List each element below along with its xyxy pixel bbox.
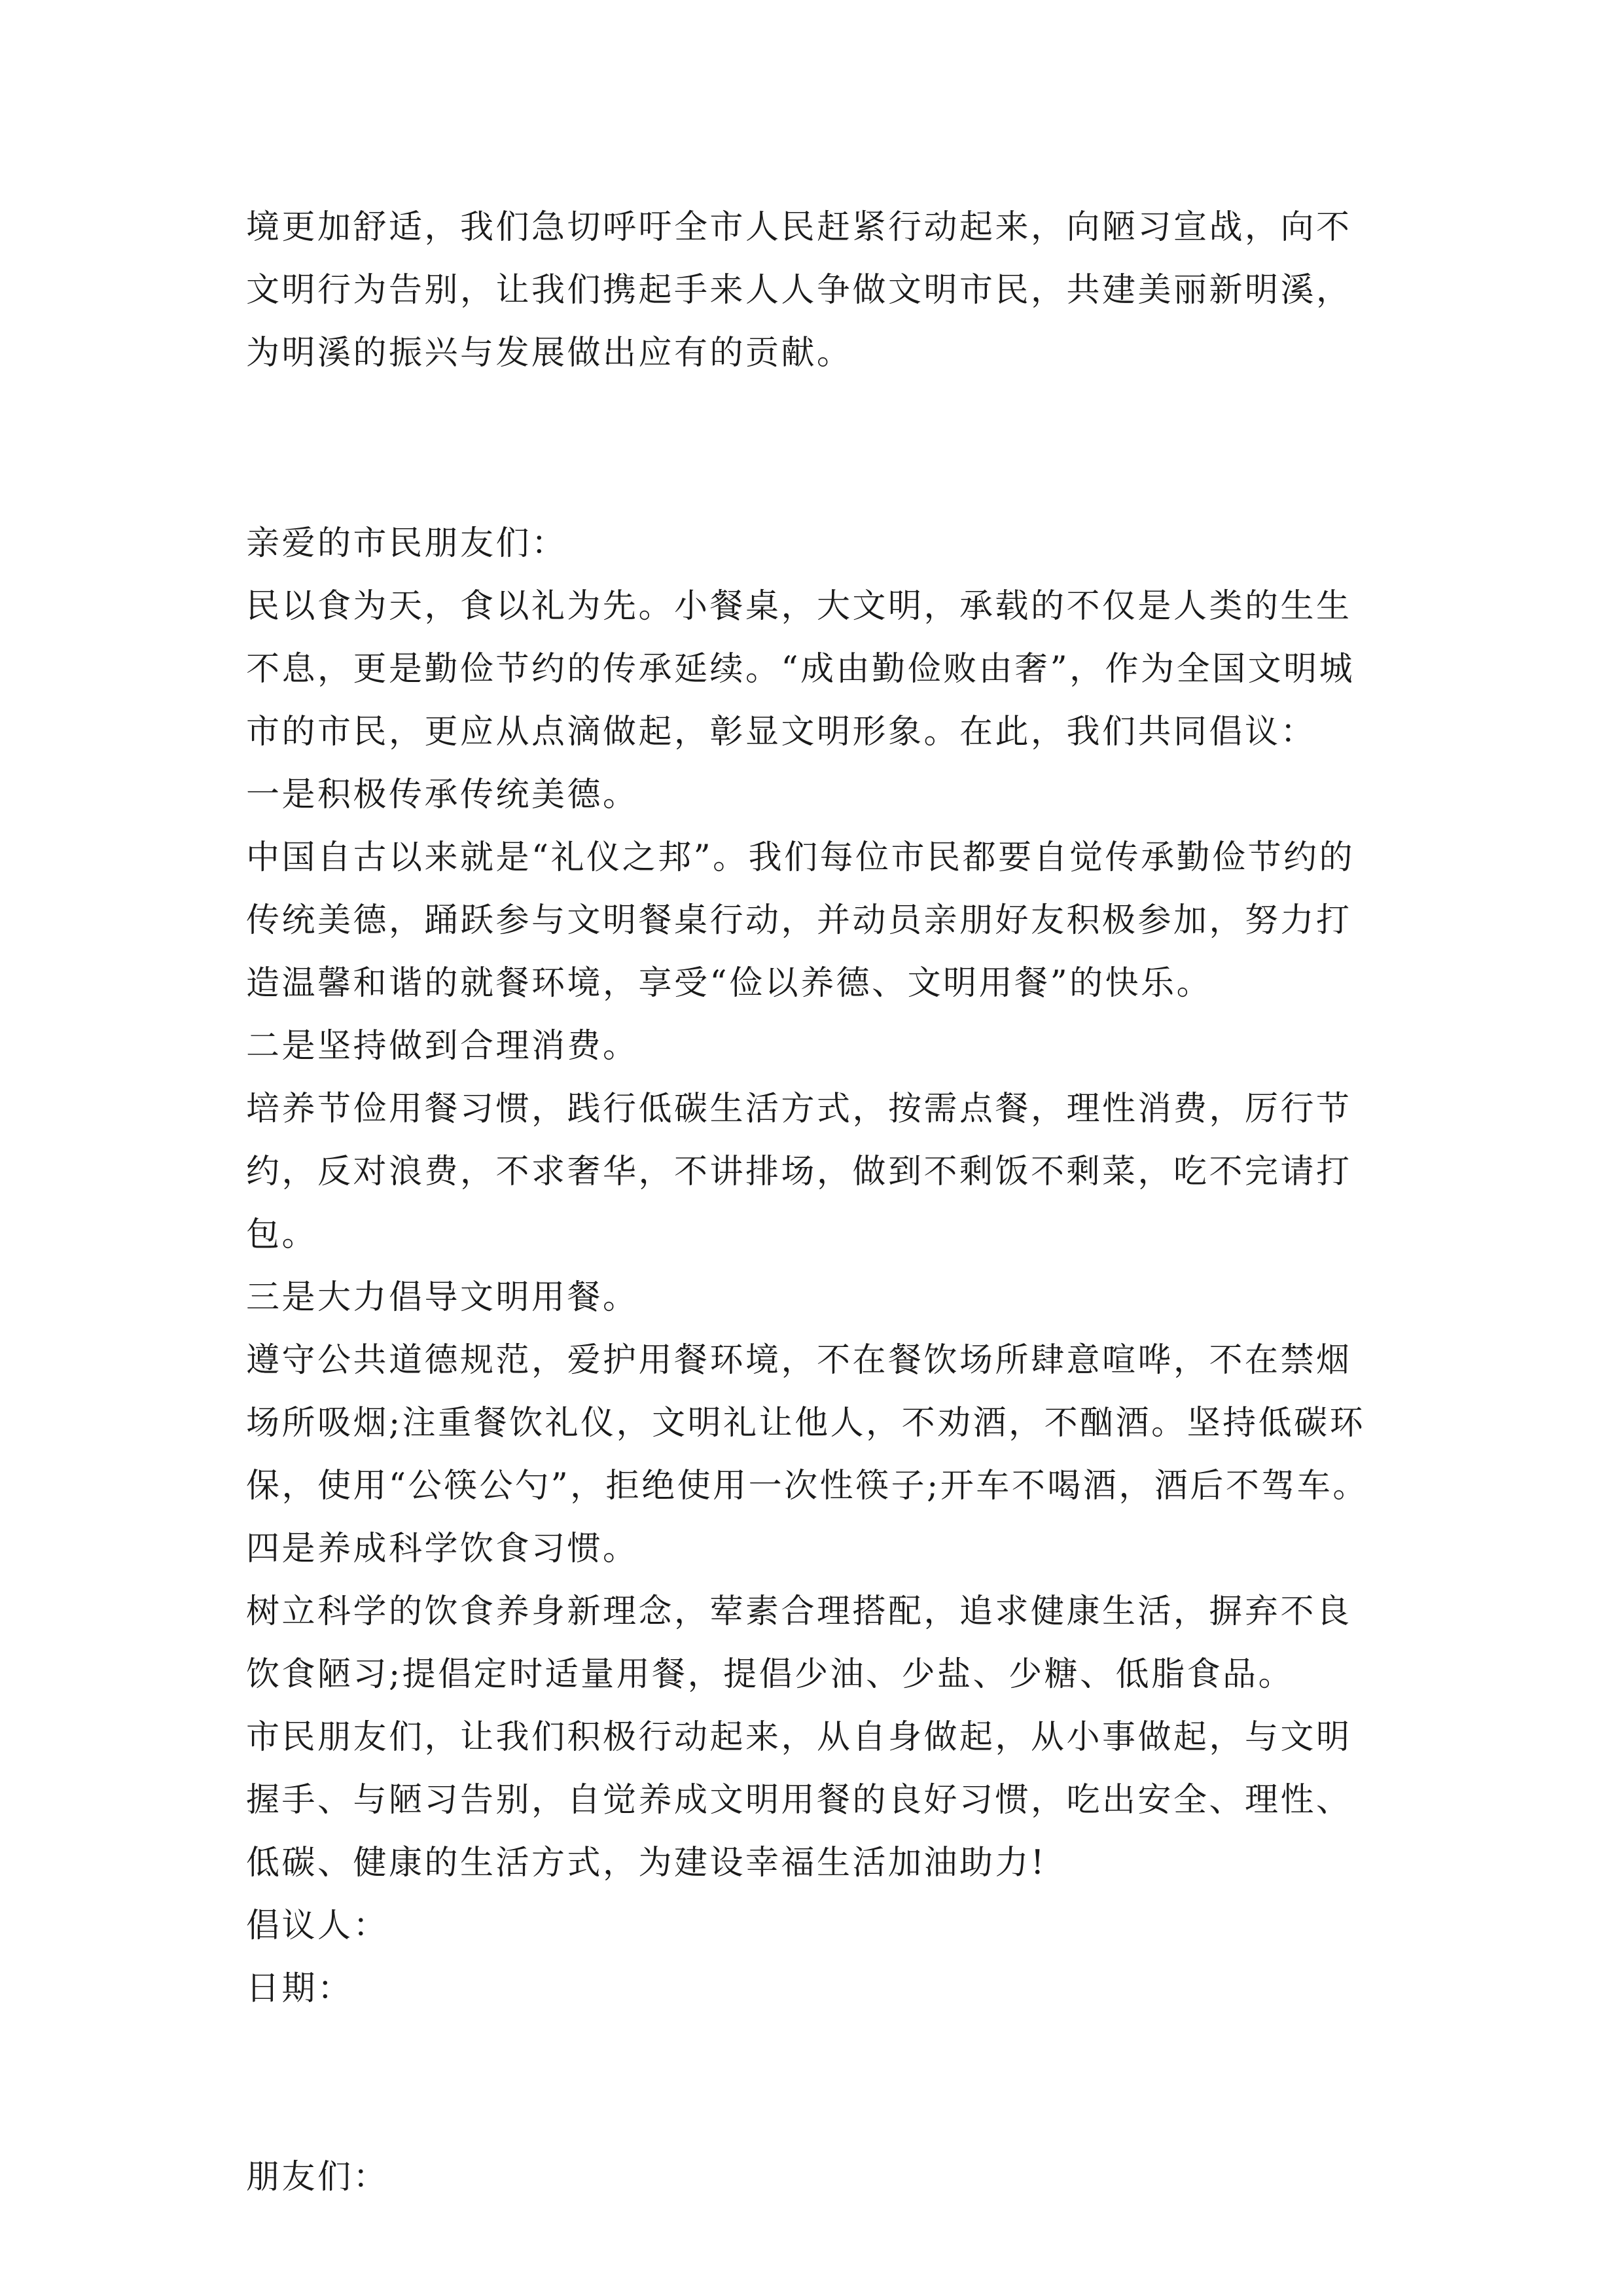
closing-paragraph: 市民朋友们，让我们积极行动起来，从自身做起，从小事做起，与文明握手、与陋习告别，自觉养成文明用餐的良好习惯，吃出安全、理性、低碳、健康的生活方式，为建设幸福生活加油助力! bbox=[246, 1718, 1352, 1882]
point1-title: 一是积极传承传统美德。 bbox=[246, 776, 639, 814]
spacer bbox=[246, 2020, 1378, 2146]
greeting: 亲爱的市民朋友们： bbox=[246, 524, 567, 563]
date-line: 日期： bbox=[246, 1969, 353, 2008]
point4-title: 四是养成科学饮食习惯。 bbox=[246, 1530, 639, 1568]
point1-body: 中国自古以来就是“礼仪之邦”。我们每位市民都要自觉传承勤俭节约的传统美德，踊跃参与文明餐桌行动，并动员亲朋好友积极参加，努力打造温馨和谐的就餐环境，享受“俭以养德、文明用餐”的快乐。 bbox=[246, 838, 1355, 1003]
point2-title: 二是坚持做到合理消费。 bbox=[246, 1027, 639, 1066]
point4-body: 树立科学的饮食养身新理念，荤素合理搭配，追求健康生活，摒弃不良饮食陋习;提倡定时适量用餐，提倡少油、少盐、少糖、低脂食品。 bbox=[246, 1592, 1352, 1694]
signer-line: 倡议人： bbox=[246, 1907, 389, 1945]
intro-paragraph: 民以食为天，食以礼为先。小餐桌，大文明，承载的不仅是人类的生生不息，更是勤俭节约的传承延续。“成由勤俭败由奢”，作为全国文明城市的市民，更应从点滴做起，彰显文明形象。在此，我们共同倡议： bbox=[246, 587, 1355, 751]
point3-body: 遵守公共道德规范，爱护用餐环境，不在餐饮场所肆意喧哗，不在禁烟场所吸烟;注重餐饮礼仪，文明礼让他人，不劝酒，不酗酒。坚持低碳环保，使用“公筷公勺”，拒绝使用一次性筷子;开车不喝酒，酒后不驾车。 bbox=[246, 1341, 1368, 1505]
spacer bbox=[246, 385, 1378, 512]
point3-title: 三是大力倡导文明用餐。 bbox=[246, 1278, 639, 1317]
next-greeting: 朋友们： bbox=[246, 2158, 389, 2197]
document-page bbox=[246, 196, 1378, 2209]
opening-paragraph: 境更加舒适，我们急切呼吁全市人民赶紧行动起来，向陋习宣战，向不文明行为告别，让我们携起手来人人争做文明市民，共建美丽新明溪，为明溪的振兴与发展做出应有的贡献。 bbox=[246, 208, 1352, 372]
point2-body: 培养节俭用餐习惯，践行低碳生活方式，按需点餐，理性消费，厉行节约，反对浪费，不求奢华，不讲排场，做到不剩饭不剩菜，吃不完请打包。 bbox=[246, 1090, 1352, 1254]
